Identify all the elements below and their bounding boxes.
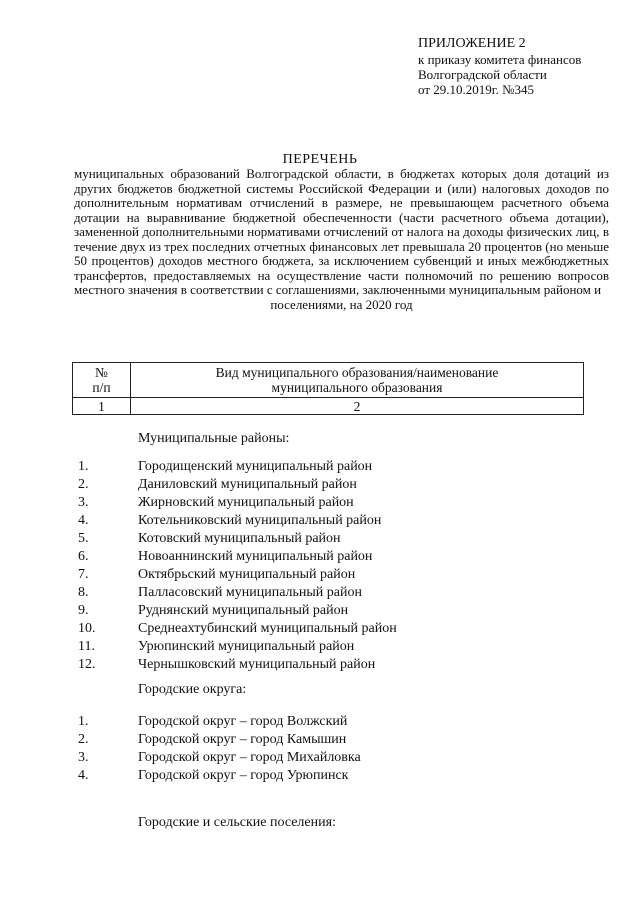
list-item-name: Городской округ – город Камышин — [138, 732, 347, 747]
list-item-number: 1. — [78, 459, 89, 474]
document-intro — [74, 167, 609, 312]
appendix-block — [418, 36, 638, 97]
list-item — [78, 512, 397, 530]
list-item-name: Новоаннинский муниципальный район — [138, 549, 373, 564]
list-item — [78, 566, 397, 584]
list-item-name: Чернышковский муниципальный район — [138, 657, 376, 672]
list-item-number: 12. — [78, 657, 96, 672]
list-item-number: 5. — [78, 531, 89, 546]
list-item — [78, 458, 397, 476]
list-item-number: 2. — [78, 732, 89, 747]
list-item-name: Среднеахтубинский муниципальный район — [138, 621, 397, 636]
header-name-line-1: Вид муниципального образования/наименование — [215, 365, 499, 380]
list-item-number: 3. — [78, 750, 89, 765]
list-item — [78, 713, 361, 731]
header-number-sign: № — [95, 365, 108, 380]
list-item — [78, 620, 397, 638]
list-item — [78, 638, 397, 656]
section-title-districts: Муниципальные районы: — [138, 431, 290, 446]
appendix-line-1: к приказу комитета финансов — [418, 52, 582, 67]
list-item-number: 1. — [78, 714, 89, 729]
list-item — [78, 494, 397, 512]
list-item — [78, 656, 397, 674]
list-item-name: Октябрьский муниципальный район — [138, 567, 356, 582]
header-number-abbr: п/п — [92, 380, 111, 395]
list-item-name: Котовский муниципальный район — [138, 531, 341, 546]
table-header-name — [131, 363, 584, 398]
list-item — [78, 584, 397, 602]
list-item-name: Жирновский муниципальный район — [138, 495, 354, 510]
list-item — [78, 767, 361, 785]
list-item — [78, 731, 361, 749]
list-item-name: Городищенский муниципальный район — [138, 459, 373, 474]
intro-last-line: поселениями, на 2020 год — [270, 296, 413, 312]
list-item-name: Урюпинский муниципальный район — [138, 639, 355, 654]
list-item-name: Палласовский муниципальный район — [138, 585, 362, 600]
section-title-settlements: Городские и сельские поселения: — [138, 815, 336, 830]
appendix-line-2: Волгоградской области — [418, 67, 547, 82]
list-item — [78, 602, 397, 620]
list-item-name: Котельниковский муниципальный район — [138, 513, 382, 528]
column-number-1: 1 — [73, 398, 131, 415]
table-numbering-row — [73, 398, 584, 415]
list-item-number: 10. — [78, 621, 96, 636]
list-item-name: Городской округ – город Михайловка — [138, 750, 361, 765]
column-number-2: 2 — [131, 398, 584, 415]
list-item-number: 4. — [78, 768, 89, 783]
header-name-line-2: муниципального образования — [271, 380, 443, 395]
urban-list — [78, 713, 361, 785]
list-item-number: 3. — [78, 495, 89, 510]
list-item-number: 7. — [78, 567, 89, 582]
list-item-name: Руднянский муниципальный район — [138, 603, 349, 618]
list-item-number: 11. — [78, 639, 95, 654]
section-title-urban: Городские округа: — [138, 682, 247, 697]
list-item-number: 2. — [78, 477, 89, 492]
list-item — [78, 548, 397, 566]
districts-list — [78, 458, 397, 674]
list-item — [78, 530, 397, 548]
table-header-number — [73, 363, 131, 398]
table-header-row — [73, 363, 584, 398]
list-item — [78, 749, 361, 767]
appendix-line-3: от 29.10.2019г. №345 — [418, 82, 535, 97]
intro-body: муниципальных образований Волгоградской области, в бюджетах которых доля дотаций из других бюджетов бюджетной системы Российской Федерации и (или) налоговых доходов по дополнительным нормативам отчислений в размере, не превышающем расчетного объема дотации на выравнивание бюджетной обеспеченности (части расчетного объема дотации), замененной дополнительными нормативами отчислений от налога на доходы физических лиц, в течение двух из трех последних отчетных финансовых лет превышала 20 процентов (но меньше 50 процентов) доходов местного бюджета, за исключением субвенций и иных межбюджетных трансфертов, предоставляемых на осуществление части полномочий по решению вопросов местного значения в соответствии с соглашениями, заключенными муниципальным районом и — [74, 166, 609, 297]
list-item-number: 9. — [78, 603, 89, 618]
list-item-number: 6. — [78, 549, 89, 564]
list-item-number: 8. — [78, 585, 89, 600]
list-item-name: Городской округ – город Волжский — [138, 714, 348, 729]
document-heading: ПЕРЕЧЕНЬ — [282, 152, 358, 167]
list-item-name: Даниловский муниципальный район — [138, 477, 357, 492]
appendix-title: ПРИЛОЖЕНИЕ 2 — [418, 36, 526, 51]
header-table — [72, 362, 584, 415]
list-item-number: 4. — [78, 513, 89, 528]
list-item — [78, 476, 397, 494]
list-item-name: Городской округ – город Урюпинск — [138, 768, 349, 783]
